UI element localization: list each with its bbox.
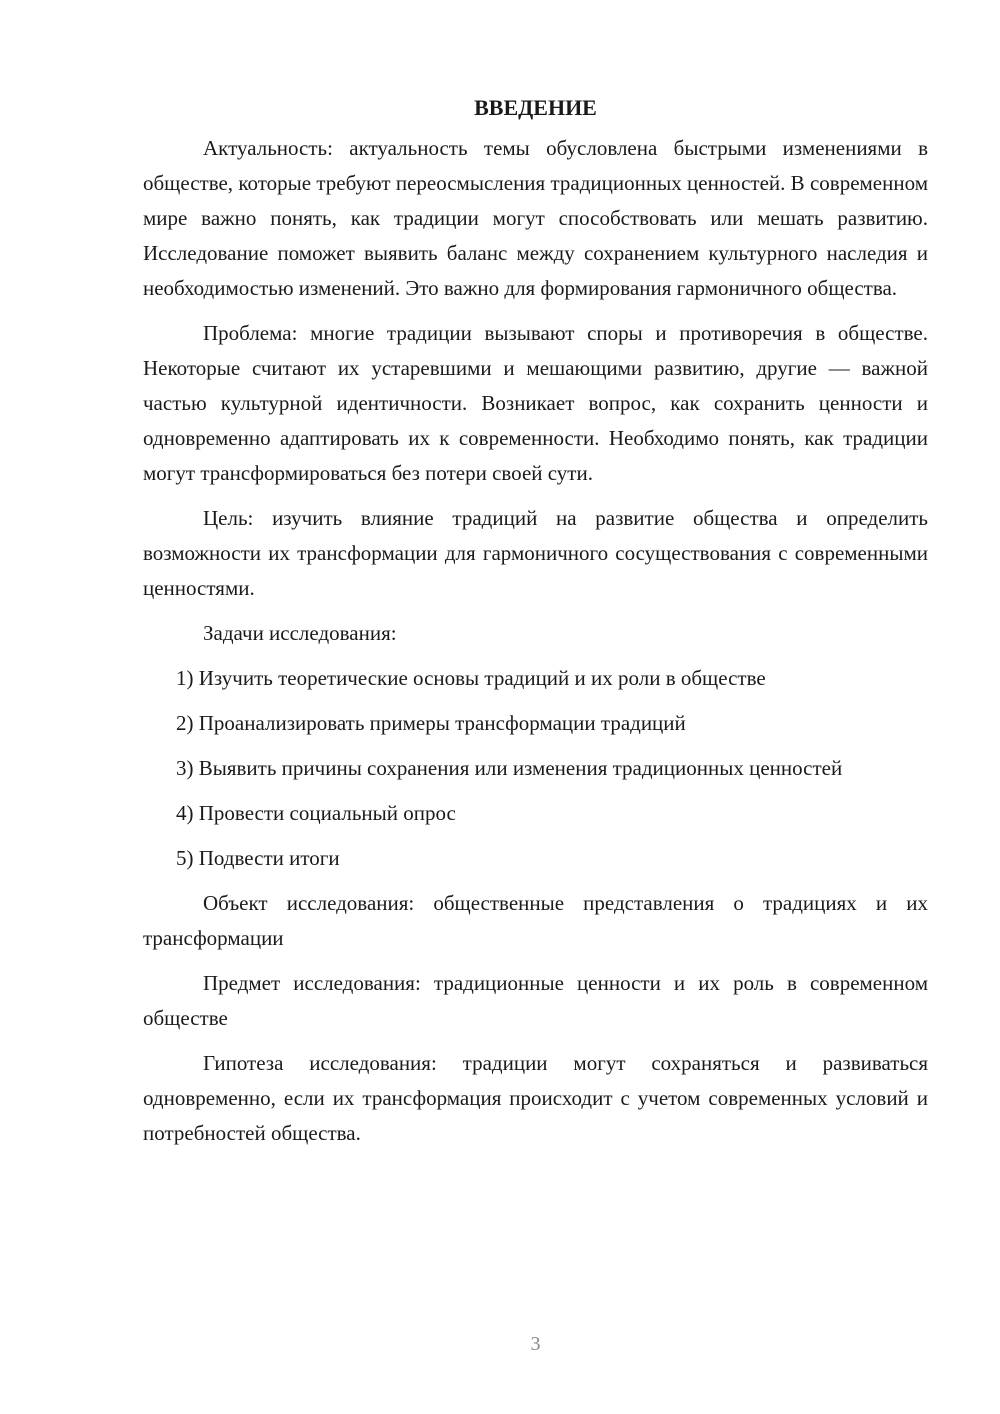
task-item-4: 4) Провести социальный опрос [176, 801, 456, 825]
task-item-1: 1) Изучить теоретические основы традиций и их роли в обществе [176, 666, 766, 690]
hypothesis-paragraph: Гипотеза исследования: традиции могут сохраняться и развиваться одновременно, если их трансформация происходит с учетом современных условий и потребностей общества. [143, 1051, 928, 1145]
page-number: 3 [530, 1333, 541, 1355]
problem-paragraph: Проблема: многие традиции вызывают споры и противоречия в обществе. Некоторые считают их устаревшими и мешающими развитию, другие — важной частью культурной идентичности. Возникает вопрос, как сохранить ценности и одновременно адаптировать их к современности. Необходимо понять, как традиции могут трансформироваться без потери своей сути. [143, 321, 928, 485]
task-item-3: 3) Выявить причины сохранения или изменения традиционных ценностей [176, 756, 843, 780]
goal-paragraph: Цель: изучить влияние традиций на развитие общества и определить возможности их трансформации для гармоничного сосуществования с современными ценностями. [143, 506, 928, 600]
task-item-2: 2) Проанализировать примеры трансформации традиций [176, 711, 686, 735]
object-paragraph: Объект исследования: общественные представления о традициях и их трансформации [143, 891, 928, 950]
subject-paragraph: Предмет исследования: традиционные ценности и их роль в современном обществе [143, 971, 928, 1030]
page-title: ВВЕДЕНИЕ [474, 95, 597, 120]
relevance-paragraph: Актуальность: актуальность темы обусловлена быстрыми изменениями в обществе, которые требуют переосмысления традиционных ценностей. В современном мире важно понять, как традиции могут способствовать или мешать развитию. Исследование поможет выявить баланс между сохранением культурного наследия и необходимостью изменений. Это важно для формирования гармоничного общества. [143, 136, 928, 300]
document-page [143, 90, 928, 1161]
task-item-5: 5) Подвести итоги [176, 846, 340, 870]
tasks-heading: Задачи исследования: [203, 621, 397, 645]
